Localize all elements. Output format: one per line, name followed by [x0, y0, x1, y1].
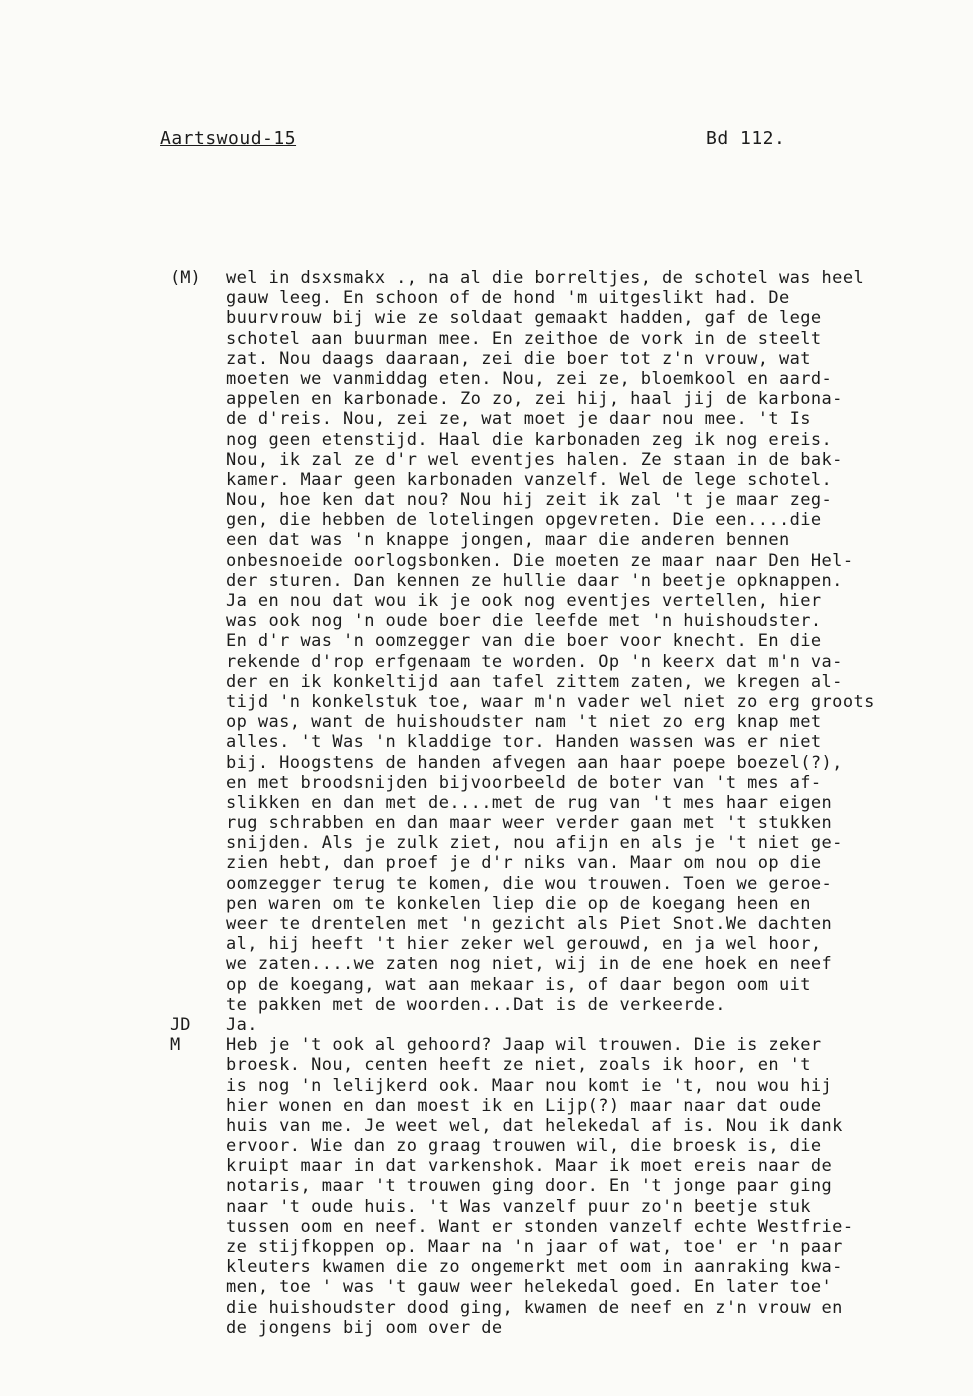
transcript-line [0, 329, 973, 349]
line-text: rug schrabben en dan maar weer verder gaan met 't stukken [226, 813, 833, 834]
line-text: we zaten....we zaten nog niet, wij in de ene hoek en neef [226, 954, 833, 975]
line-text: huis van me. Je weet wel, dat helekedal af is. Nou ik dank [226, 1115, 843, 1136]
line-text: der en ik konkeltijd aan tafel zittem zaten, we kregen al- [226, 671, 843, 692]
line-text: Ja en nou dat wou ik je ook nog eventjes vertellen, hier [226, 591, 822, 611]
page-number: Bd 112. [706, 128, 786, 149]
transcript-line [0, 510, 973, 530]
line-text: de jongens bij oom over de [226, 1317, 503, 1338]
transcript-line [0, 793, 973, 813]
speaker-label: (M) [170, 268, 201, 288]
transcript-line [0, 914, 973, 934]
transcript-line [0, 1197, 973, 1217]
transcript-line [0, 853, 973, 873]
line-text: is nog 'n lelijkerd ook. Maar nou komt ie 't, nou wou hij [226, 1075, 833, 1096]
transcript-line [0, 833, 973, 853]
transcript-line [0, 551, 973, 571]
transcript-line [0, 409, 973, 429]
transcript-line [0, 288, 973, 308]
line-text: Nou, hoe ken dat nou? Nou hij zeit ik zal 't je maar zeg- [226, 490, 833, 511]
transcript-body [0, 268, 973, 1338]
line-text: de d'reis. Nou, zei ze, wat moet je daar nou mee. 't Is [226, 409, 811, 430]
transcript-line [0, 308, 973, 328]
transcript-line [0, 611, 973, 631]
transcript-line [0, 591, 973, 611]
transcript-line [0, 389, 973, 409]
transcript-line [0, 813, 973, 833]
line-text: een dat was 'n knappe jongen, maar die anderen bennen [226, 530, 790, 551]
transcript-line [0, 1277, 973, 1297]
line-text: kleuters kwamen die zo ongemerkt met oom in aanraking kwa- [226, 1257, 843, 1278]
transcript-line [0, 712, 973, 732]
line-text: Heb je 't ook al gehoord? Jaap wil trouwen. Die is zeker [226, 1035, 822, 1056]
line-text: zat. Nou daags daaraan, zei die boer tot z'n vrouw, wat [226, 348, 811, 369]
line-text: En d'r was 'n oomzegger van die boer voor knecht. En die [226, 631, 822, 652]
line-text: tussen oom en neef. Want er stonden vanzelf echte Westfrie- [226, 1216, 854, 1237]
transcript-line [0, 894, 973, 914]
transcript-line [0, 1035, 973, 1055]
transcript-line [0, 490, 973, 510]
line-text: weer te drentelen met 'n gezicht als Piet Snot.We dachten [226, 914, 833, 934]
transcript-line [0, 430, 973, 450]
line-text: buurvrouw bij wie ze soldaat gemaakt hadden, gaf de lege [226, 308, 822, 329]
transcript-line [0, 1136, 973, 1156]
line-text: en met broodsnijden bijvoorbeeld de boter van 't mes af- [226, 772, 822, 793]
line-text: nog geen etenstijd. Haal die karbonaden zeg ik nog ereis. [226, 429, 833, 450]
transcript-line [0, 530, 973, 550]
line-text: was ook nog 'n oude boer die leefde met 'n huishoudster. [226, 611, 822, 632]
line-text: al, hij heeft 't hier zeker wel gerouwd, en ja wel hoor, [226, 934, 822, 955]
line-text: ervoor. Wie dan zo graag trouwen wil, die broesk is, die [226, 1136, 822, 1157]
line-text: kamer. Maar geen karbonaden vanzelf. Wel de lege schotel. [226, 469, 833, 490]
line-text: op was, want de huishoudster nam 't niet zo erg knap met [226, 712, 822, 733]
line-text: moeten we vanmiddag eten. Nou, zei ze, bloemkool en aard- [226, 368, 833, 389]
line-text: wel in dsxsmakx ., na al die borreltjes, de schotel was heel [226, 268, 865, 288]
line-text: kruipt maar in dat varkenshok. Maar ik moet ereis naar de [226, 1156, 833, 1177]
line-text: onbesnoeide oorlogsbonken. Die moeten ze maar naar Den Hel- [226, 550, 854, 571]
line-text: oomzegger terug te komen, die wou trouwen. Toen we geroe- [226, 873, 833, 894]
line-text: schotel aan buurman mee. En zeithoe de vork in de steelt [226, 328, 822, 349]
transcript-line [0, 1237, 973, 1257]
transcript-line [0, 1116, 973, 1136]
line-text: appelen en karbonade. Zo zo, zei hij, haal jij de karbona- [226, 389, 843, 410]
transcript-line [0, 349, 973, 369]
transcript-line [0, 652, 973, 672]
line-text: die huishoudster dood ging, kwamen de neef en z'n vrouw en [226, 1297, 843, 1318]
transcript-line [0, 1217, 973, 1237]
transcript-line [0, 753, 973, 773]
transcript-line [0, 1318, 973, 1338]
transcript-line [0, 975, 973, 995]
line-text: Nou, ik zal ze d'r wel eventjes halen. Ze staan in de bak- [226, 449, 843, 470]
line-text: naar 't oude huis. 't Was vanzelf puur zo'n beetje stuk [226, 1196, 811, 1217]
line-text: hier wonen en dan moest ik en Lijp(?) maar naar dat oude [226, 1095, 822, 1116]
transcript-line [0, 995, 973, 1015]
transcript-line [0, 1298, 973, 1318]
line-text: men, toe ' was 't gauw weer helekedal goed. En later toe' [226, 1277, 833, 1298]
transcript-line [0, 268, 973, 288]
line-text: te pakken met de woorden...Dat is de verkeerde. [226, 994, 726, 1015]
line-text: snijden. Als je zulk ziet, nou afijn en als je 't niet ge- [226, 833, 843, 854]
document-reference: Aartswoud-15 [160, 128, 297, 149]
transcript-line [0, 470, 973, 490]
line-text: broesk. Nou, centen heeft ze niet, zoals ik hoor, en 't [226, 1055, 811, 1076]
transcript-line [0, 1176, 973, 1196]
line-text: Ja. [226, 1014, 258, 1035]
line-text: pen waren om te konkelen liep die op de koegang heen en [226, 893, 811, 914]
line-text: gen, die hebben de lotelingen opgevreten. Die een....die [226, 510, 822, 531]
transcript-line [0, 369, 973, 389]
transcript-line [0, 732, 973, 752]
line-text: rekende d'rop erfgenaam te worden. Op 'n keerx dat m'n va- [226, 651, 843, 672]
transcript-line [0, 934, 973, 954]
transcript-line [0, 692, 973, 712]
transcript-line [0, 1055, 973, 1075]
transcript-line [0, 1096, 973, 1116]
transcript-line [0, 1015, 973, 1035]
line-text: zien hebt, dan proef je d'r niks van. Maar om nou op die [226, 853, 822, 874]
transcript-line [0, 450, 973, 470]
transcript-line [0, 874, 973, 894]
transcript-line [0, 571, 973, 591]
transcript-line [0, 631, 973, 651]
speaker-label: M [170, 1035, 181, 1056]
transcript-line [0, 1257, 973, 1277]
line-text: tijd 'n konkelstuk toe, waar m'n vader wel niet zo erg groots [226, 691, 875, 712]
speaker-label: JD [170, 1014, 191, 1035]
transcript-line [0, 954, 973, 974]
transcript-line [0, 1076, 973, 1096]
line-text: alles. 't Was 'n kladdige tor. Handen wassen was er niet [226, 732, 822, 753]
line-text: der sturen. Dan kennen ze hullie daar 'n beetje opknappen. [226, 570, 843, 591]
line-text: gauw leeg. En schoon of de hond 'm uitgeslikt had. De [226, 288, 790, 309]
line-text: ze stijfkoppen op. Maar na 'n jaar of wat, toe' er 'n paar [226, 1237, 843, 1257]
transcript-line [0, 672, 973, 692]
line-text: op de koegang, wat aan mekaar is, of daar begon oom uit [226, 974, 811, 995]
line-text: slikken en dan met de....met de rug van 't mes haar eigen [226, 792, 833, 813]
transcript-line [0, 773, 973, 793]
line-text: bij. Hoogstens de handen afvegen aan haar poepe boezel(?), [226, 752, 843, 773]
line-text: notaris, maar 't trouwen ging door. En 't jonge paar ging [226, 1176, 833, 1197]
transcript-line [0, 1156, 973, 1176]
